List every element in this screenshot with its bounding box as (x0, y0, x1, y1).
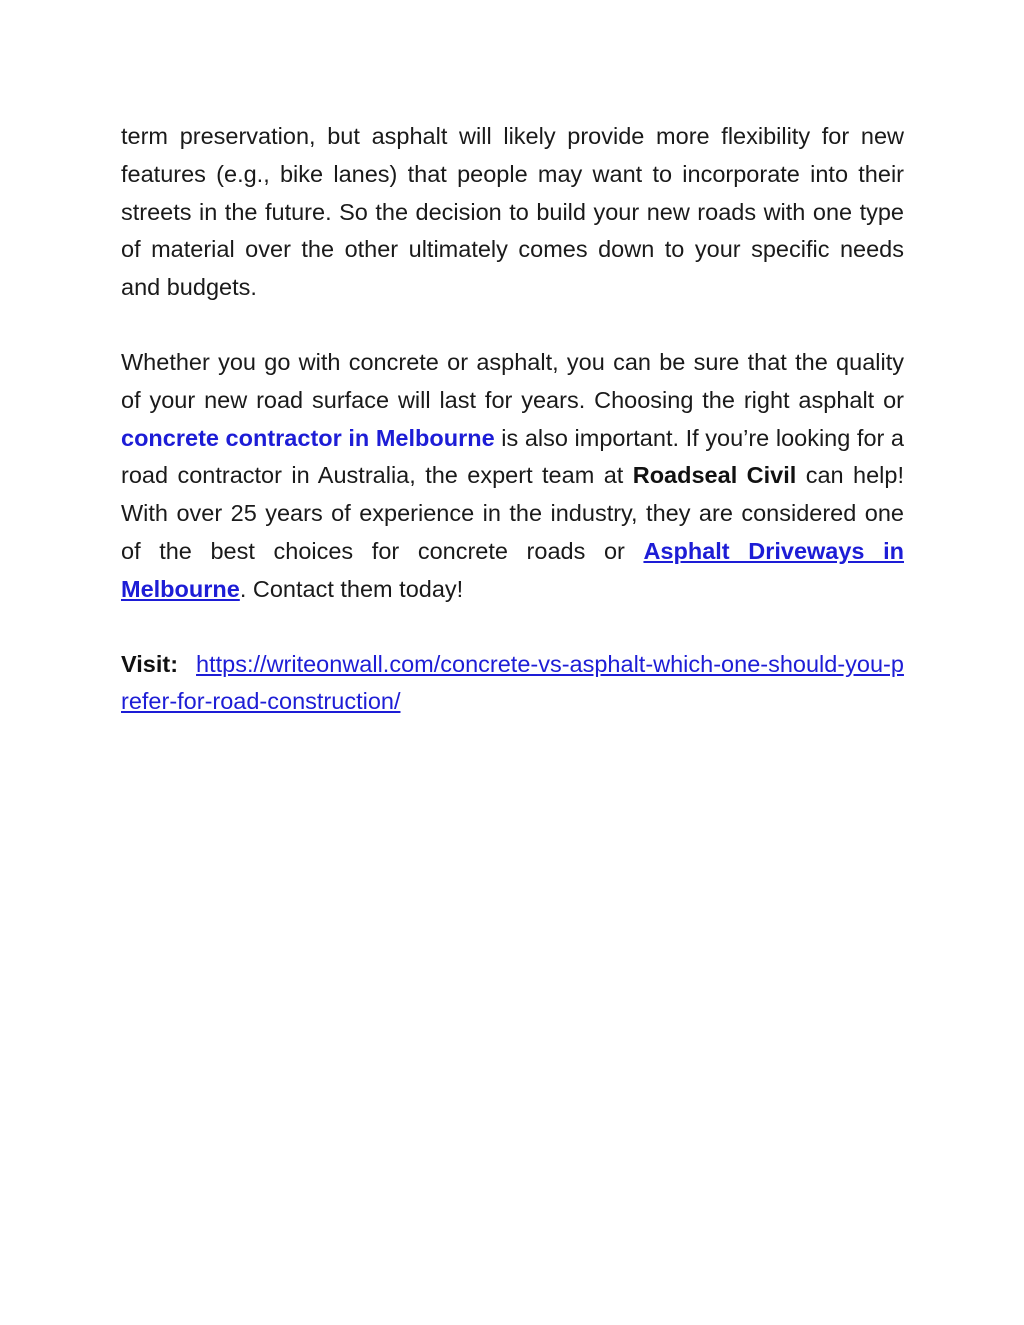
visit-url-link[interactable]: https://writeonwall.com/concrete-vs-asphalt-which-one-should-you-prefer-for-road-construction/ (121, 650, 904, 715)
paragraph-text-a: Whether you go with concrete or asphalt, you can be sure that the quality of your new road surface will last for years. Choosing the right asphalt or (121, 348, 904, 413)
company-name: Roadseal Civil (632, 462, 797, 489)
visit-paragraph (121, 646, 904, 722)
document-page (121, 118, 904, 721)
paragraph-text-b: is also important. If you’re looking for a road contractor in Australia, the expert team at (121, 424, 904, 489)
asphalt-driveways-link[interactable]: Asphalt Driveways in Melbourne (121, 537, 904, 602)
concrete-contractor-link[interactable]: concrete contractor in Melbourne (121, 424, 495, 451)
paragraph-text-d: . Contact them today! (239, 575, 464, 602)
paragraph-text-c: can help! With over 25 years of experience in the industry, they are considered one of the best choices for concrete roads or (121, 462, 904, 564)
visit-label: Visit: (121, 650, 179, 677)
paragraph-preservation: term preservation, but asphalt will likely provide more flexibility for new features (e.g., bike lanes) that people may want to incorporate into their streets in the future. So the decision to build your new roads with one type of material over the other ultimately comes down to your specific needs and budgets. (121, 123, 904, 301)
paragraph-contractor (121, 344, 904, 609)
